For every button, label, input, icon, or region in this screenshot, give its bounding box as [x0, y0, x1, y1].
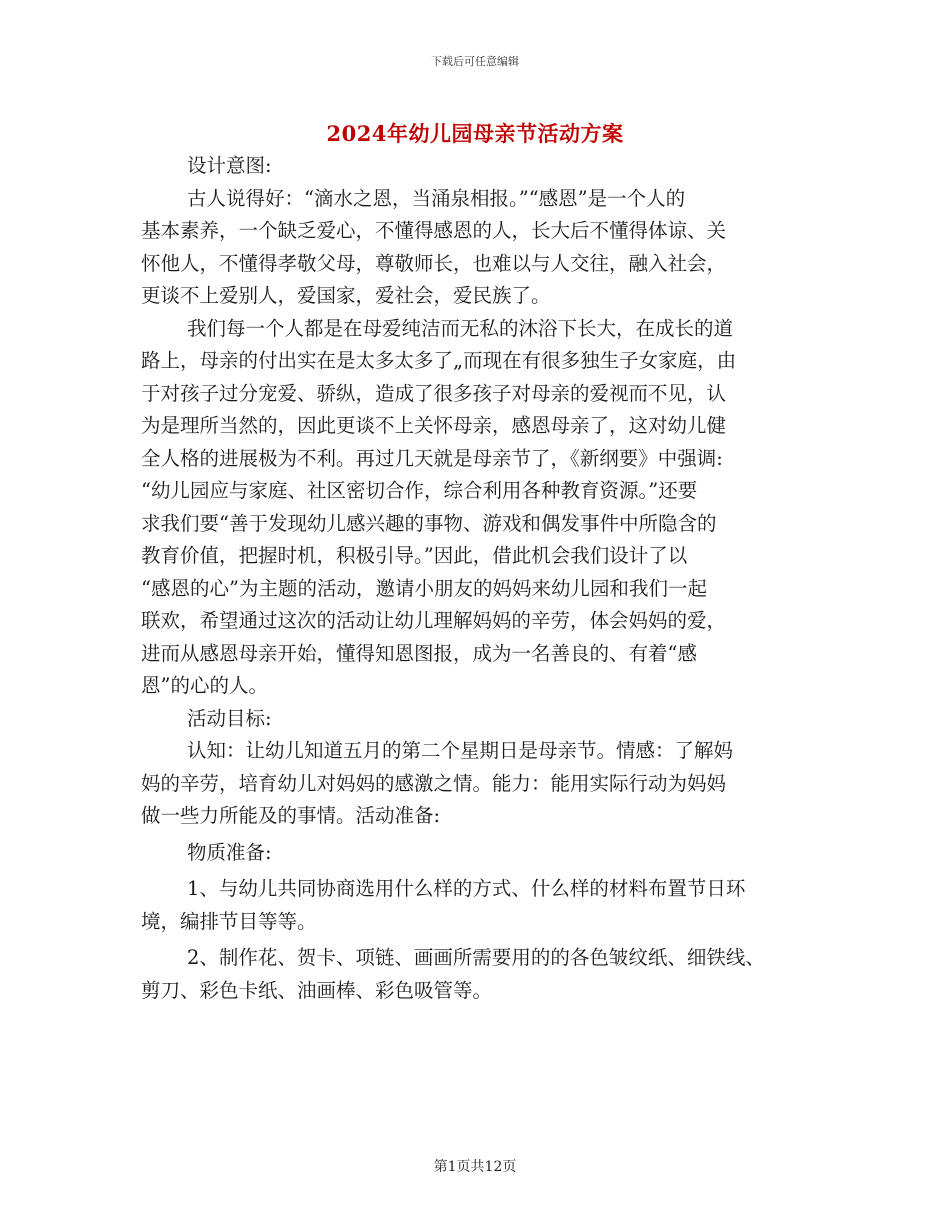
- text-line: 认知：让幼儿知道五月的第二个星期日是母亲节。情感：了解妈: [187, 739, 734, 762]
- text-line: 我们每一个人都是在母爱纯洁而无私的沐浴下长大，在成长的道: [187, 316, 734, 340]
- text-line: 剪刀、彩色卡纸、油画棒、彩色吸管等。: [141, 978, 493, 1002]
- heading-design-intent: 设计意图:: [187, 154, 272, 177]
- text-line: 教育价值，把握时机，积极引导。”因此，借此机会我们设计了以: [141, 544, 688, 567]
- text-line: “感恩的心”为主题的活动，邀请小朋友的妈妈来幼儿园和我们一起: [141, 576, 707, 600]
- text-line: 怀他人，不懂得孝敬父母，尊敬师长，也难以与人交往，融入社会，: [141, 251, 727, 275]
- text-line: 为是理所当然的，因此更谈不上关怀母亲，感恩母亲了，这对幼儿健: [141, 414, 727, 437]
- document-title: 2024年幼儿园母亲节活动方案: [326, 121, 624, 146]
- page-footer: 第1页共12页: [433, 1159, 517, 1175]
- text-line: 基本素养，一个缺乏爱心，不懂得感恩的人，长大后不懂得体谅、关: [141, 219, 727, 242]
- text-line: 全人格的进展极为不利。再过几天就是母亲节了，《新纲要》中强调:: [141, 446, 723, 470]
- list-item-2: 2、制作花、贺卡、项链、画画所需要用的的各色皱纹纸、细铁线、: [187, 946, 765, 969]
- text-line: 求我们要“善于发现幼儿感兴趣的事物、游戏和偶发事件中所隐含的: [141, 511, 717, 535]
- text-line: 路上，母亲的付出实在是太多太多了„而现在有很多独生子女家庭，由: [141, 349, 737, 372]
- list-item-1: 1、与幼儿共同协商选用什么样的方式、什么样的材料布置节日环: [187, 877, 746, 900]
- heading-material-prep: 物质准备:: [187, 840, 272, 864]
- document-body: [141, 150, 821, 1007]
- heading-activity-goals: 活动目标:: [187, 706, 272, 730]
- text-line: 于对孩子过分宠爱、骄纵，造成了很多孩子对母亲的爱视而不见，认: [141, 381, 727, 405]
- text-line: 古人说得好：“滴水之恩，当涌泉相报。”“感恩”是一个人的: [187, 186, 686, 210]
- text-line: 更谈不上爱别人，爱国家，爱社会，爱民族了。: [141, 284, 551, 307]
- text-line: 做一些力所能及的事情。活动准备:: [141, 804, 441, 827]
- text-line: 恩”的心的人。: [141, 674, 268, 697]
- text-line: 境，编排节目等等。: [141, 909, 317, 933]
- text-line: “幼儿园应与家庭、社区密切合作，综合利用各种教育资源。”还要: [141, 479, 698, 502]
- text-line: 妈的辛劳，培育幼儿对妈妈的感激之情。能力：能用实际行动为妈妈: [141, 771, 727, 795]
- text-line: 进而从感恩母亲开始，懂得知恩图报，成为一名善良的、有着“感: [141, 641, 697, 665]
- page-header: 下载后可任意编辑: [431, 55, 519, 68]
- text-line: 联欢，希望通过这次的活动让幼儿理解妈妈的辛劳，体会妈妈的爱，: [141, 609, 727, 632]
